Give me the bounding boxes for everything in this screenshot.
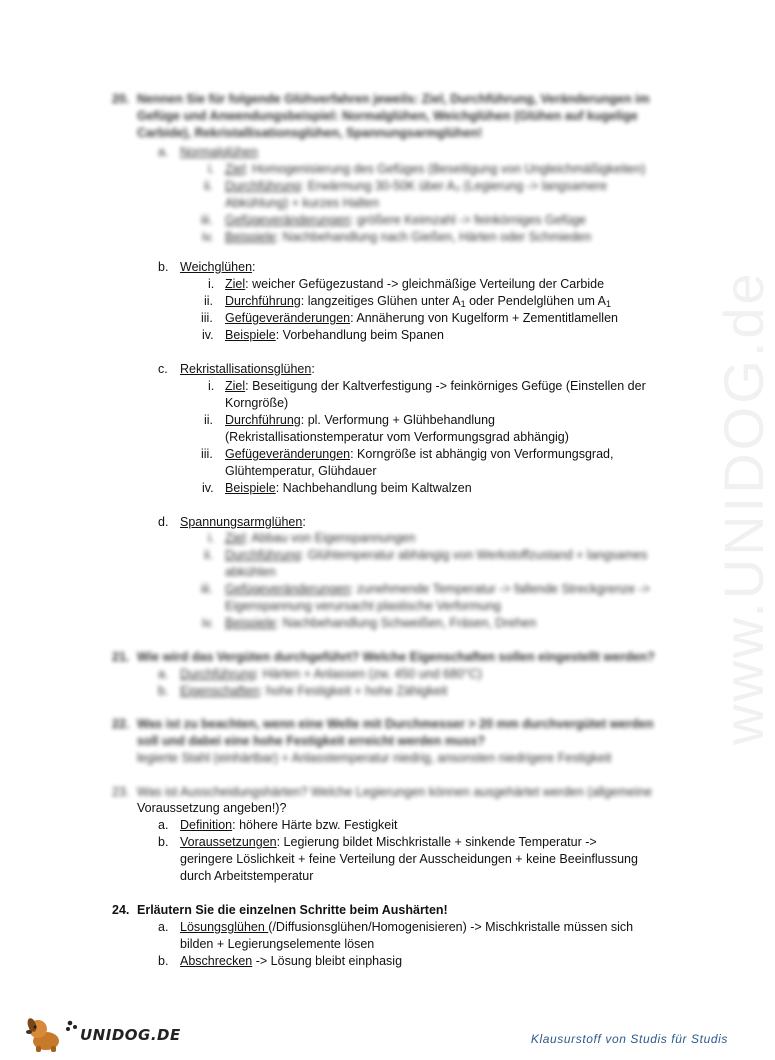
q23-number: 23. — [112, 785, 130, 799]
q23b-text: : Legierung bildet Mischkristalle + sinkende Temperatur -> — [276, 835, 597, 849]
q20b-ii-text2: oder Pendelglühen um A — [465, 294, 606, 308]
q20-question-line3: Carbide), Rekristallisationsglühen, Spannungsarmglühen! — [137, 126, 483, 140]
q20d-iv-label: Beispiele — [225, 616, 276, 630]
q20b-iii-text: : Annäherung von Kugelform + Zementitlamellen — [350, 311, 618, 325]
q20a-iii-text: : größere Keimzahl -> feinkörniges Gefüge — [350, 213, 586, 227]
q20-question-line1: Nennen Sie für folgende Glühverfahren jeweils: Ziel, Durchführung, Veränderungen im — [137, 92, 650, 106]
q20a-iv-label: Beispiele — [225, 230, 276, 244]
q20c-ii-text2: (Rekristallisationstemperatur vom Verformungsgrad abhängig) — [225, 430, 569, 444]
q20c-iv-label: Beispiele — [225, 481, 276, 495]
q20d-title: Spannungsarmglühen — [180, 515, 303, 529]
q20a-iii-num: iii. — [201, 213, 213, 227]
q20d-iii-label: Gefügeveränderungen — [225, 582, 351, 596]
q20-number: 20. — [112, 92, 130, 106]
q20a-ii-text: : Erwärmung 30-50K über A₃ (Legierung -> langsamere — [300, 179, 608, 193]
q20c-ii-num: ii. — [204, 413, 214, 427]
q20a-i-num: i. — [208, 162, 215, 176]
q22-number: 22. — [112, 717, 130, 731]
q21b-text: : hohe Festigkeit + hohe Zähigkeit — [259, 684, 448, 698]
q24b-text: -> Lösung bleibt einphasig — [252, 954, 403, 968]
q23b-label: Voraussetzungen — [180, 835, 277, 849]
q20a-ii-label: Durchführung — [225, 179, 301, 193]
q20d-ii-text2: abkühlen — [225, 565, 276, 579]
q22-question-line1: Was ist zu beachten, wenn eine Welle mit Durchmesser > 20 mm durchvergütet werden — [137, 717, 654, 731]
q20b-ii-num: ii. — [204, 294, 214, 308]
q20b-ii-sub2: 1 — [605, 299, 611, 309]
q20c-title: Rekristallisationsglühen — [180, 362, 312, 376]
q23a-letter: a. — [158, 818, 169, 832]
q20d-iii-text2: Eigenspannung verursacht plastische Verformung — [225, 599, 501, 613]
q20b-iii-num: iii. — [201, 311, 213, 325]
q20d-ii-num: ii. — [204, 548, 214, 562]
q20d-i-num: i. — [208, 531, 215, 545]
dog-icon — [24, 1013, 80, 1053]
q20c-ii-label: Durchführung — [225, 413, 301, 427]
q20d-ii-text: : Glühtemperatur abhängig von Werkstoffzustand + langsames — [300, 548, 648, 562]
q20b-ii-text1: : langzeitiges Glühen unter A — [300, 294, 461, 308]
q24a-text2: bilden + Legierungselemente lösen — [180, 937, 375, 951]
q21b-letter: b. — [158, 684, 169, 698]
q21a-text: : Härten + Anlassen (zw. 450 und 680°C) — [255, 667, 483, 681]
q20b-iv-label: Beispiele — [225, 328, 276, 342]
q20d-i-text: : Abbau von Eigenspannungen — [245, 531, 416, 545]
q20a-ii-num: ii. — [204, 179, 214, 193]
q20a-i-text: : Homogenisierung des Gefüges (Beseitigung von Ungleichmäßigkeiten) — [245, 162, 646, 176]
unidog-logo[interactable] — [24, 1013, 181, 1053]
q20d-letter: d. — [158, 515, 169, 529]
q21a-label: Durchführung — [180, 667, 256, 681]
q20d-iv-text: : Nachbehandlung Schweißen, Fräsen, Drehen — [275, 616, 537, 630]
q21a-letter: a. — [158, 667, 169, 681]
q20c-i-text: : Beseitigung der Kaltverfestigung -> feinkörniges Gefüge (Einstellen der — [245, 379, 646, 393]
q20d-ii-label: Durchführung — [225, 548, 301, 562]
q23a-text: : höhere Härte bzw. Festigkeit — [232, 818, 398, 832]
q20-question-line2: Gefüge und Anwendungsbeispiel: Normalglühen, Weichglühen (Glühen auf kugelige — [137, 109, 638, 123]
q21-number: 21. — [112, 650, 130, 664]
q20d-colon: : — [302, 515, 306, 529]
q20b-iii-label: Gefügeveränderungen — [225, 311, 351, 325]
q23b-text3: durch Arbeitstemperatur — [180, 869, 314, 883]
q24a-label: Lösungsglühen — [180, 920, 269, 934]
q20d-iii-num: iii. — [201, 582, 213, 596]
q20c-iii-text: : Korngröße ist abhängig von Verformungsgrad, — [350, 447, 614, 461]
q20c-iv-text: : Nachbehandlung beim Kaltwalzen — [275, 481, 472, 495]
q20b-i-num: i. — [208, 277, 215, 291]
q20c-colon: : — [311, 362, 315, 376]
q24-question: Erläutern Sie die einzelnen Schritte beim Aushärten! — [137, 903, 448, 917]
q20c-i-label: Ziel — [225, 379, 246, 393]
q20a-iii-label: Gefügeveränderungen — [225, 213, 351, 227]
q20b-colon: : — [252, 260, 256, 274]
q24b-label: Abschrecken — [180, 954, 253, 968]
logo-text: UNIDOG.DE — [80, 1026, 181, 1044]
q20a-iv-text: : Nachbehandlung nach Gießen, Härten oder Schmieden — [275, 230, 592, 244]
q20d-i-label: Ziel — [225, 531, 246, 545]
q24b-letter: b. — [158, 954, 169, 968]
q20c-letter: c. — [158, 362, 168, 376]
q24a-text: (/Diffusionsglühen/Homogenisieren) -> Mischkristalle müssen sich — [268, 920, 634, 934]
q24a-letter: a. — [158, 920, 169, 934]
q22-answer: legierte Stahl (einhärtbar) + Anlasstemperatur niedrig, ansonsten niedrigere Festigkeit — [137, 751, 612, 765]
q20b-letter: b. — [158, 260, 169, 274]
q20b-i-label: Ziel — [225, 277, 246, 291]
q23a-label: Definition — [180, 818, 233, 832]
q20c-iii-label: Gefügeveränderungen — [225, 447, 351, 461]
q23b-text2: geringere Löslichkeit + feine Verteilung der Ausscheidungen + keine Beeinflussung — [180, 852, 638, 866]
q20d-iii-text: : zunehmende Temperatur -> fallende Streckgrenze -> — [350, 582, 651, 596]
q20c-i-num: i. — [208, 379, 215, 393]
q20a-ii-text2: Abkühlung) + kurzes Halten — [225, 196, 379, 210]
q20d-iv-num: iv. — [202, 616, 214, 630]
q22-question-line2: soll und dabei eine hohe Festigkeit erreicht werden muss? — [137, 734, 485, 748]
q23b-letter: b. — [158, 835, 169, 849]
q20c-ii-text: : pl. Verformung + Glühbehandlung — [300, 413, 495, 427]
q20a-iv-num: iv. — [202, 230, 214, 244]
q20a-title: Normalglühen — [180, 145, 258, 159]
footer-caption: Klausurstoff von Studis für Studis — [530, 1032, 728, 1046]
q20a-letter: a. — [158, 145, 169, 159]
q20c-iii-text2: Glühtemperatur, Glühdauer — [225, 464, 377, 478]
q20b-ii-label: Durchführung — [225, 294, 301, 308]
q20a-i-label: Ziel — [225, 162, 246, 176]
q20b-ii-sub1: 1 — [460, 299, 466, 309]
q20c-iii-num: iii. — [201, 447, 213, 461]
q23-question-line1: Was ist Ausscheidungshärten? Welche Legierungen können ausgehärtet werden (allgemeine — [137, 785, 652, 799]
q23-question-line2: Voraussetzung angeben!)? — [137, 801, 287, 815]
q20b-i-text: : weicher Gefügezustand -> gleichmäßige Verteilung der Carbide — [245, 277, 605, 291]
q21b-label: Eigenschaften — [180, 684, 260, 698]
q20c-iv-num: iv. — [202, 481, 214, 495]
q20b-title: Weichglühen — [180, 260, 253, 274]
q24-number: 24. — [112, 903, 130, 917]
q21-question: Wie wird das Vergüten durchgeführt? Welche Eigenschaften sollen eingestellt werden? — [137, 650, 655, 664]
q20b-iv-num: iv. — [202, 328, 214, 342]
q20b-iv-text: : Vorbehandlung beim Spanen — [275, 328, 444, 342]
watermark: www.UNIDOG.de — [712, 270, 775, 745]
q20c-i-text2: Korngröße) — [225, 396, 289, 410]
